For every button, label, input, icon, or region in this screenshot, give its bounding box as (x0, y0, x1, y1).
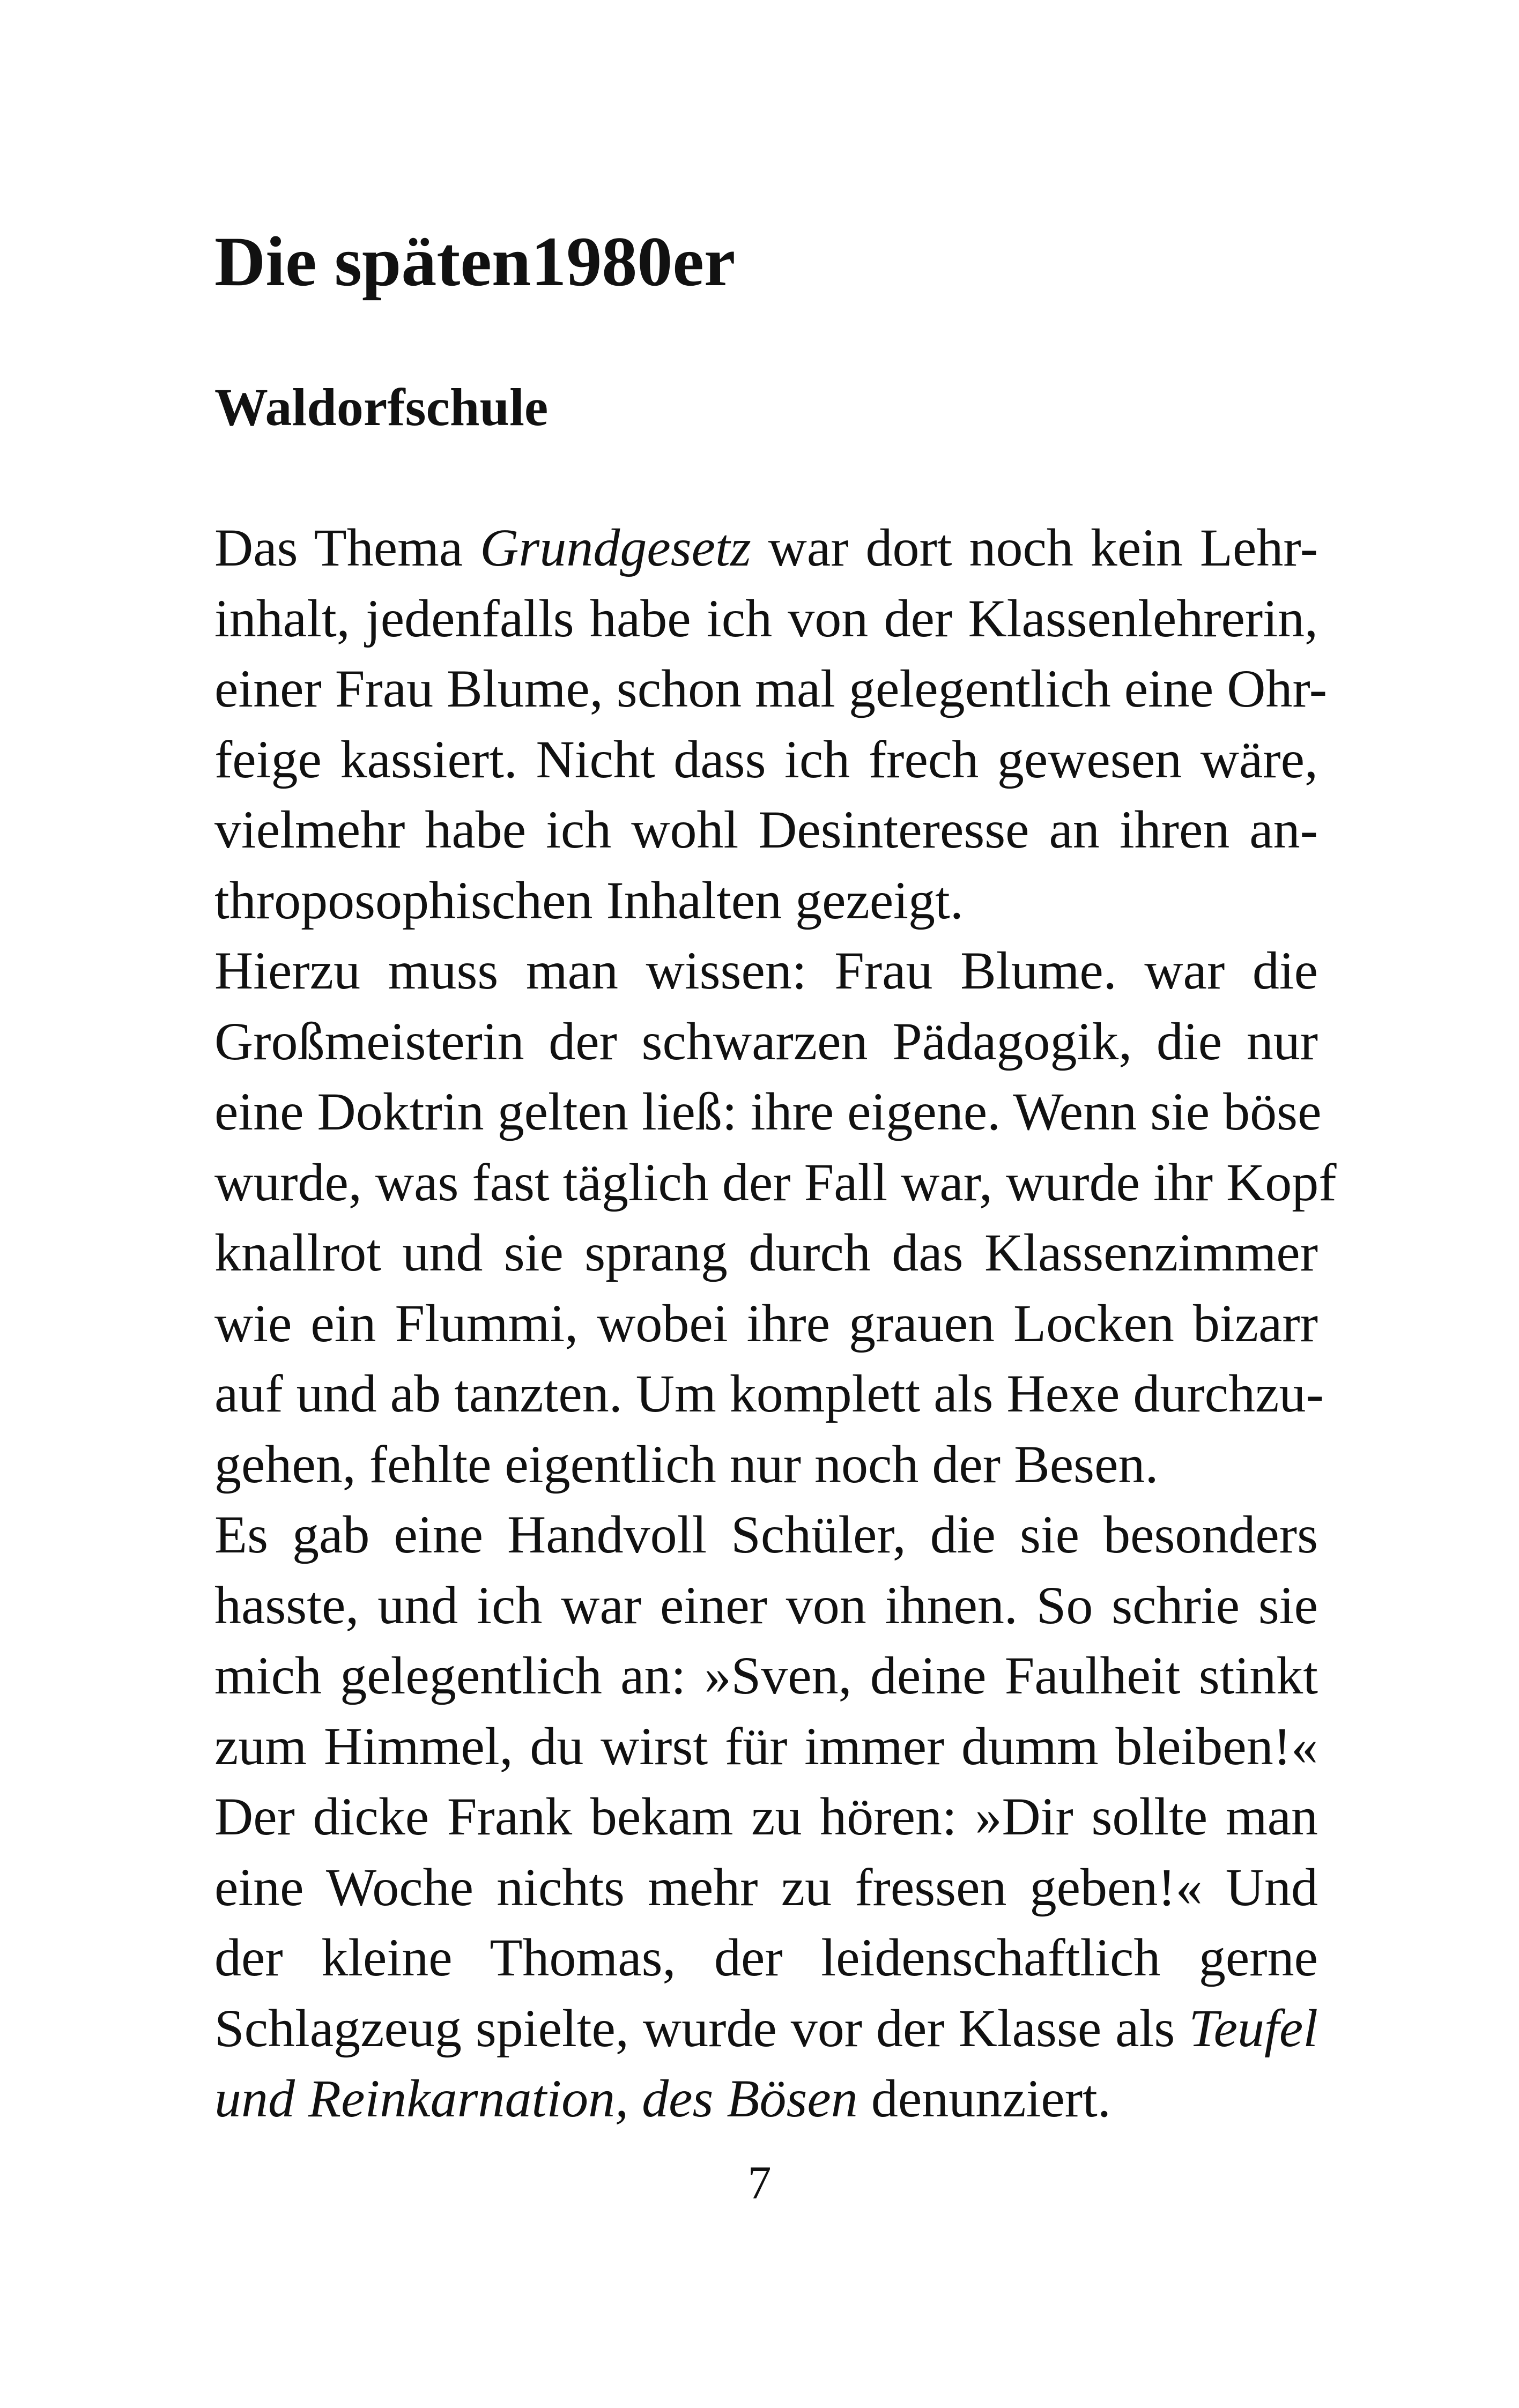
text-line: feige kassiert. Nicht dass ich frech gewesen wäre, (214, 729, 1318, 789)
text-line (214, 2063, 1318, 2134)
text-line (214, 512, 1318, 583)
italic-term: und Reinkarnation, des Bösen (214, 2069, 858, 2128)
text-run: denunziert. (857, 2069, 1111, 2128)
text-line: hasste, und ich war einer von ihnen. So schrie sie (214, 1575, 1318, 1635)
text-line: eine Woche nichts mehr zu fressen geben!« Und (214, 1857, 1318, 1917)
text-line: vielmehr habe ich wohl Desinteresse an ihren an- (214, 800, 1318, 859)
text-line: einer Frau Blume, schon mal gelegentlich eine Ohr- (214, 659, 1328, 718)
text-line: Hierzu muss man wissen: Frau Blume. war die (214, 941, 1318, 1000)
text-line: Es gab eine Handvoll Schüler, die sie besonders (214, 1505, 1318, 1564)
text-line: Großmeisterin der schwarzen Pädagogik, die nur (214, 1011, 1318, 1071)
text-line: knallrot und sie sprang durch das Klassenzimmer (214, 1223, 1318, 1282)
text-line: mich gelegentlich an: »Sven, deine Faulheit stinkt (214, 1646, 1318, 1705)
text-line (214, 1993, 1318, 2064)
text-line: gehen, fehlte eigentlich nur noch der Besen. (214, 1434, 1159, 1494)
text-line: eine Doktrin gelten ließ: ihre eigene. Wenn sie böse (214, 1082, 1322, 1141)
italic-term: Teufel (1189, 1998, 1318, 2058)
text-line: Der dicke Frank bekam zu hören: »Dir sollte man (214, 1787, 1318, 1846)
text-run: Das Thema (214, 518, 480, 577)
body-text (214, 512, 1337, 2134)
text-line: throposophischen Inhalten gezeigt. (214, 870, 964, 930)
text-line: der kleine Thomas, der leidenschaftlich gerne (214, 1928, 1318, 1987)
italic-term: Grundgesetz (480, 518, 751, 577)
text-line: auf und ab tanzten. Um komplett als Hexe durchzu- (214, 1364, 1324, 1423)
section-title: Waldorfschule (214, 377, 549, 437)
text-run: war dort noch kein Lehr- (751, 518, 1318, 577)
text-line: wie ein Flummi, wobei ihre grauen Locken bizarr (214, 1293, 1318, 1353)
text-line: inhalt, jedenfalls habe ich von der Klassenlehrerin, (214, 588, 1318, 648)
text-line: zum Himmel, du wirst für immer dumm bleiben!« (214, 1716, 1318, 1776)
page-number: 7 (747, 2157, 772, 2209)
chapter-title: Die späten1980er (214, 222, 736, 301)
text-run: Schlagzeug spielte, wurde vor der Klasse als (214, 1998, 1189, 2058)
text-line: wurde, was fast täglich der Fall war, wurde ihr Kopf (214, 1152, 1337, 1212)
